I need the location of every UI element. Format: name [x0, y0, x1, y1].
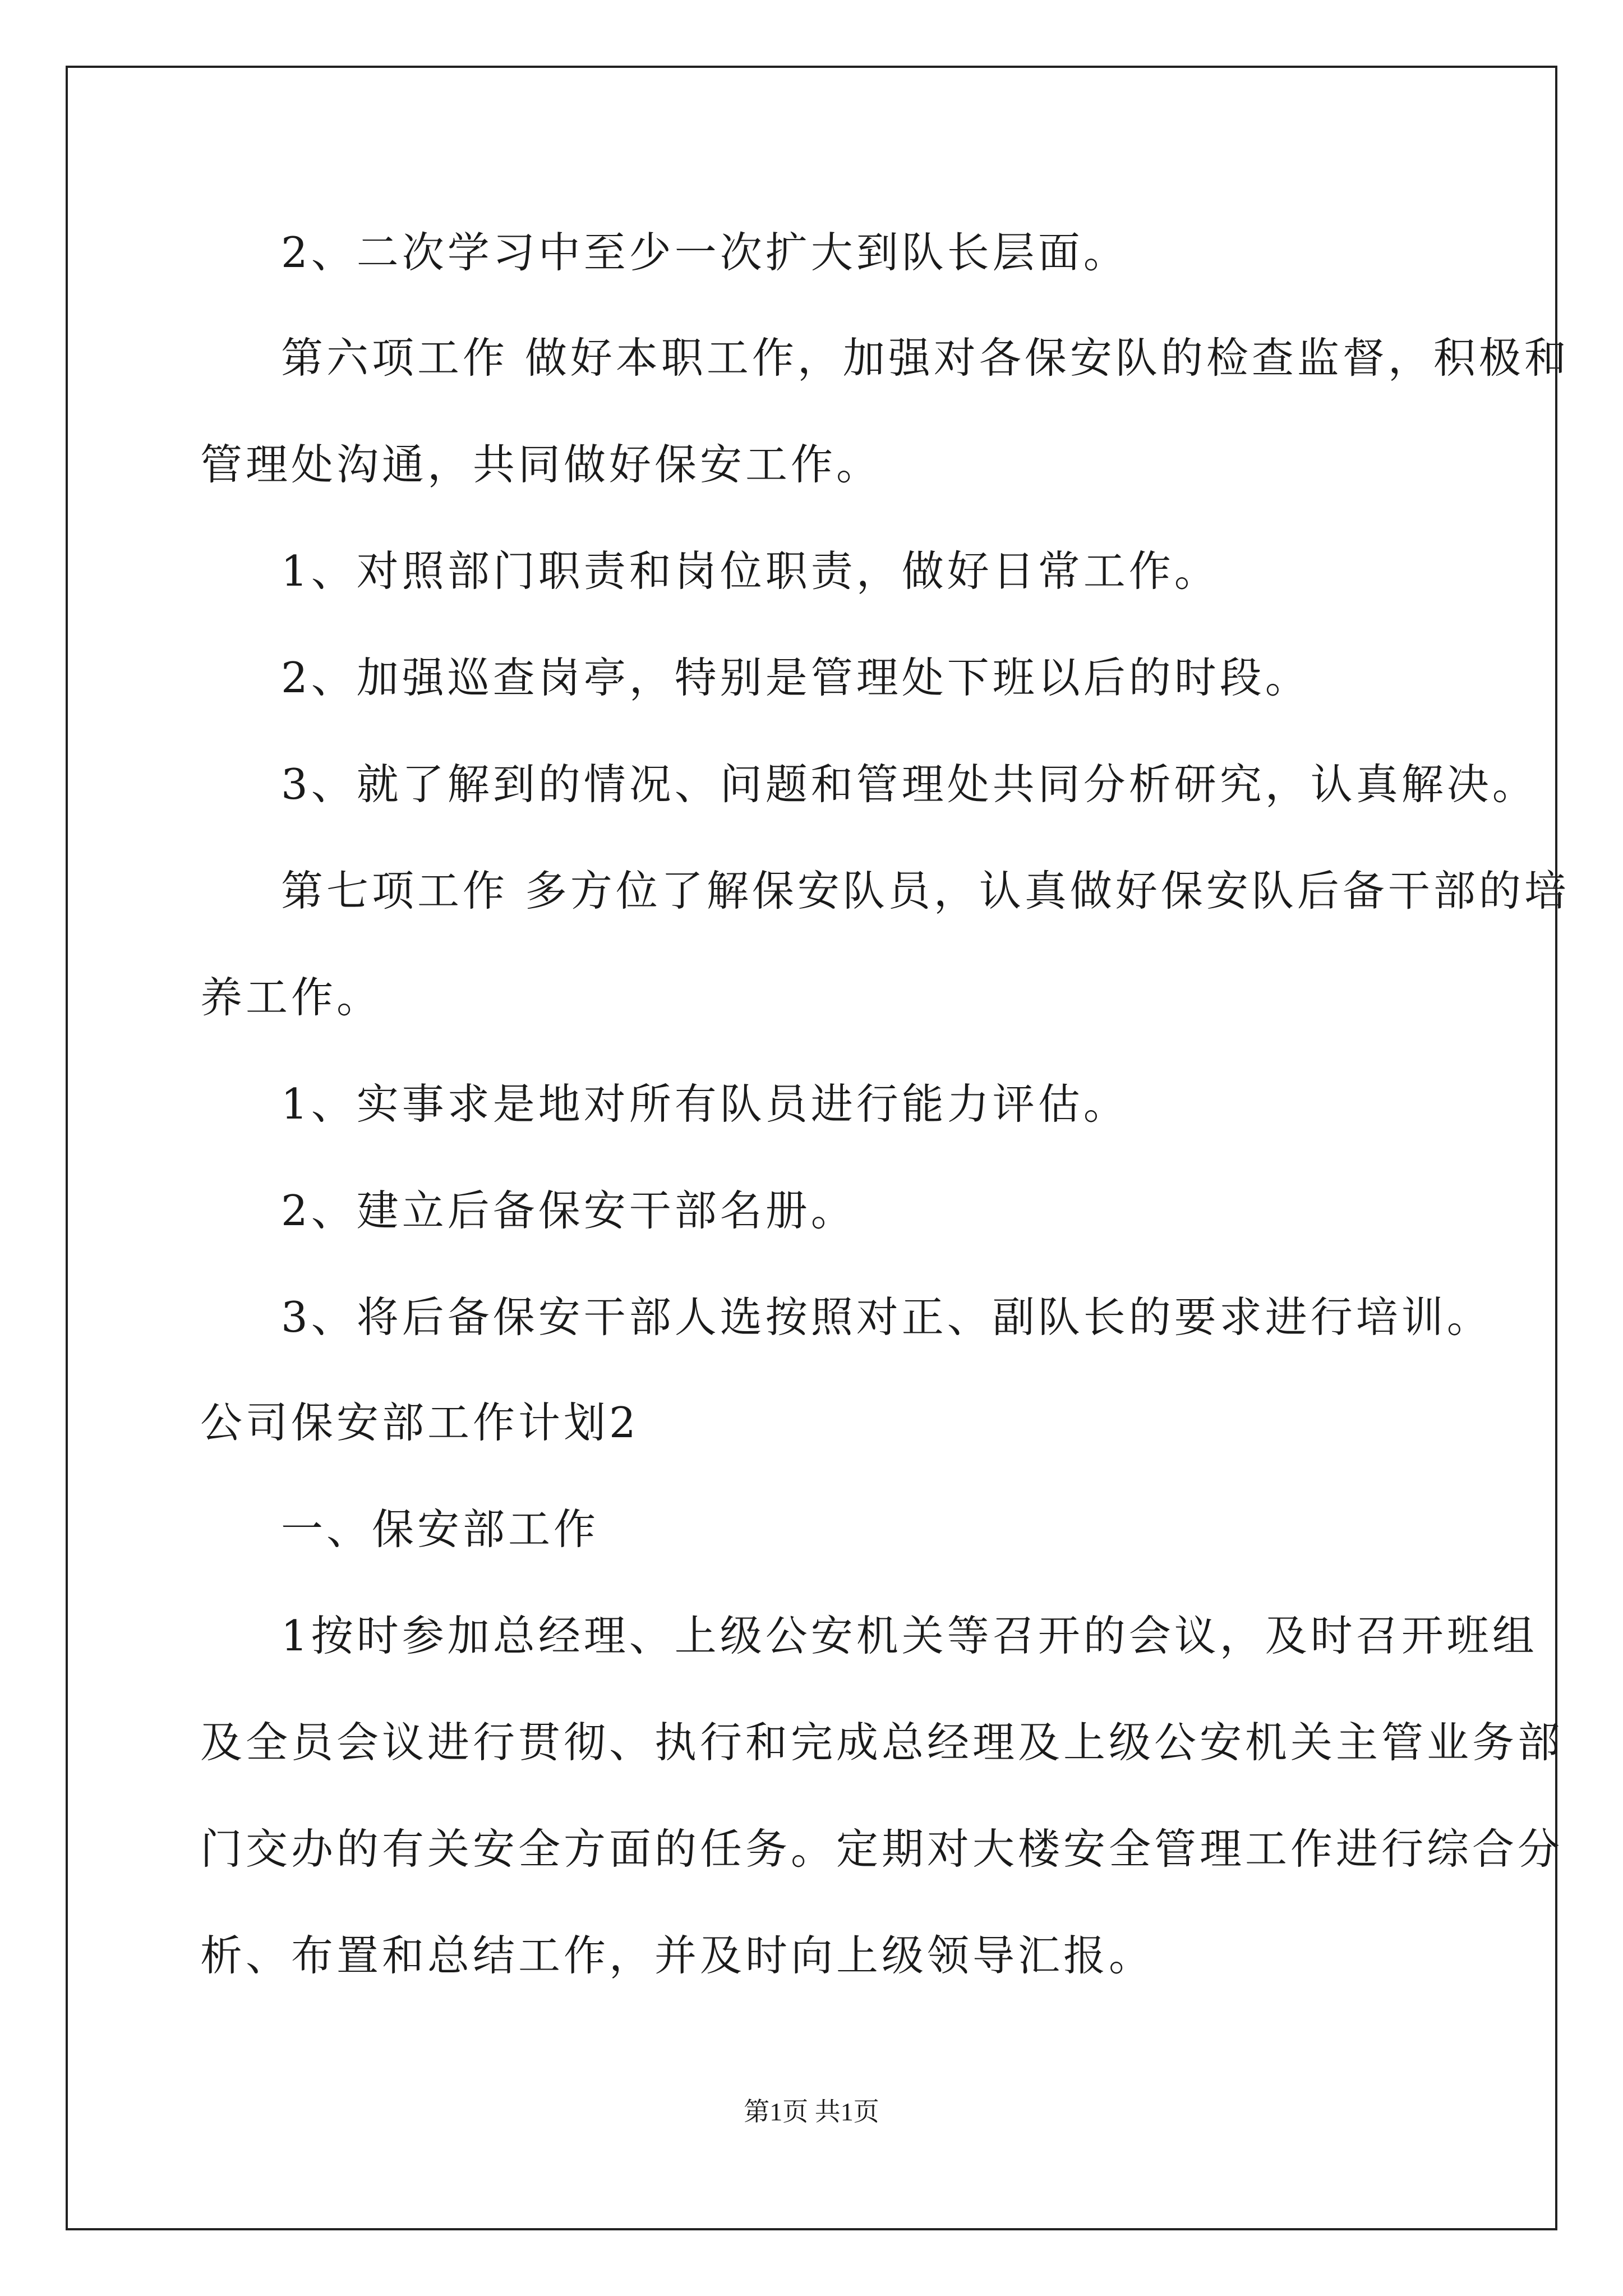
document-title: 公司保安部工作计划2: [200, 1398, 639, 1447]
paragraph-line: 门交办的有关安全方面的任务。定期对大楼安全管理工作进行综合分: [200, 1824, 1564, 1874]
paragraph-line: 管理处沟通，共同做好保安工作。: [200, 440, 882, 489]
paragraph-line: 3、就了解到的情况、问题和管理处共同分析研究，认真解决。: [281, 760, 1538, 809]
page-border: [66, 66, 1557, 2230]
paragraph-line: 1、对照部门职责和岗位职责，做好日常工作。: [281, 546, 1220, 596]
paragraph-line: 2、二次学习中至少一次扩大到队长层面。: [281, 228, 1129, 277]
paragraph-line: 及全员会议进行贯彻、执行和完成总经理及上级公安机关主管业务部: [200, 1718, 1564, 1767]
section-heading-line: 第六项工作 做好本职工作，加强对各保安队的检查监督，积极和: [281, 333, 1570, 383]
paragraph-line: 1按时参加总经理、上级公安机关等召开的会议，及时召开班组: [281, 1611, 1538, 1660]
paragraph-line: 2、建立后备保安干部名册。: [281, 1186, 856, 1235]
paragraph-line: 1、实事求是地对所有队员进行能力评估。: [281, 1079, 1129, 1129]
section-heading-line: 一、保安部工作: [281, 1504, 600, 1554]
paragraph-line: 3、将后备保安干部人选按照对正、副队长的要求进行培训。: [281, 1292, 1492, 1342]
page-number-footer: 第1页 共1页: [744, 2097, 879, 2126]
paragraph-line: 养工作。: [200, 973, 382, 1022]
section-heading-line: 第七项工作 多方位了解保安队员，认真做好保安队后备干部的培: [281, 866, 1570, 915]
paragraph-line: 2、加强巡查岗亭，特别是管理处下班以后的时段。: [281, 653, 1311, 702]
paragraph-line: 析、布置和总结工作，并及时向上级领导汇报。: [200, 1931, 1155, 1980]
